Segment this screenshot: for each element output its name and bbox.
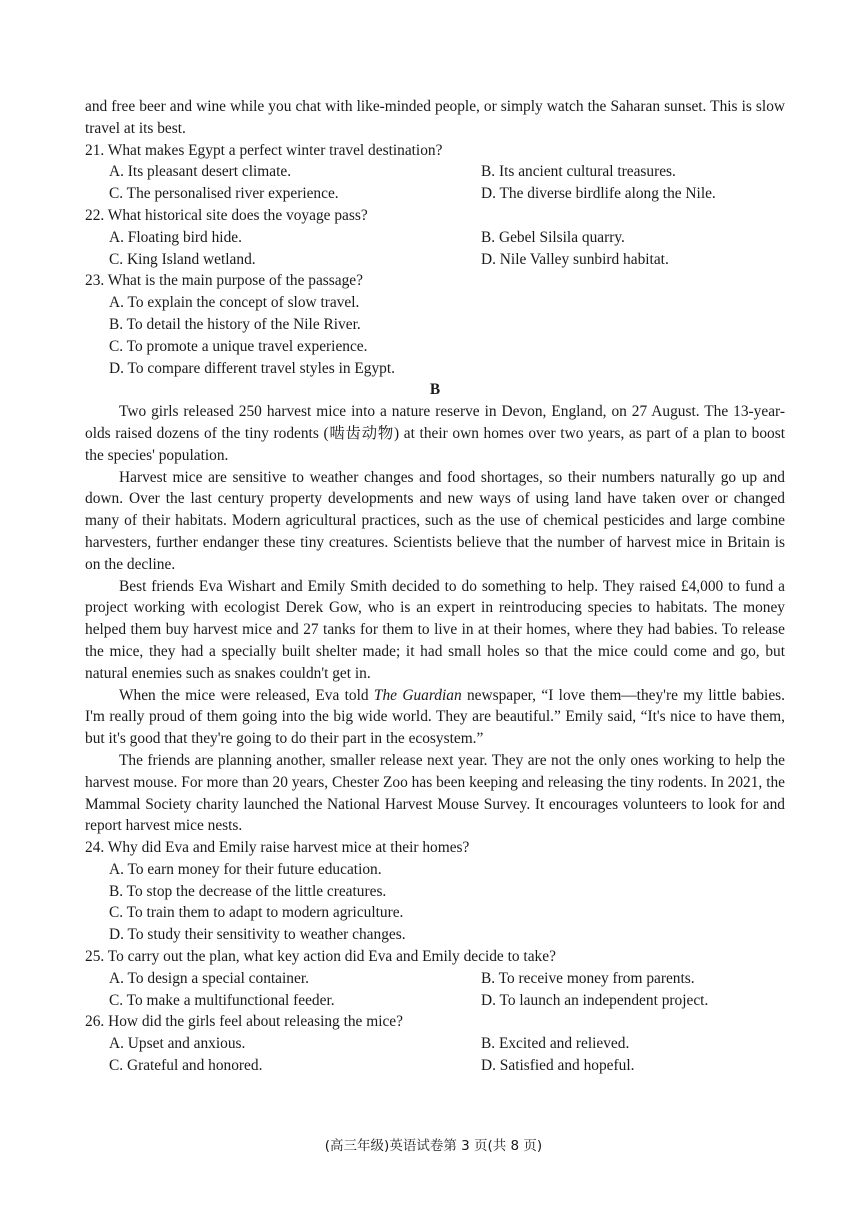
option-b: B. Its ancient cultural treasures. (481, 163, 676, 181)
option-c: C. To promote a unique travel experience. (109, 337, 368, 355)
option-c: C. The personalised river experience. (109, 185, 339, 203)
option-d: D. To launch an independent project. (481, 991, 709, 1009)
question-stem: 23. What is the main purpose of the passage? (85, 272, 363, 290)
paragraph-text: newspaper, “I love them—they're my little babies. I'm really proud of them going into the big wide world. They are beautiful.” Emily said, “It's nice to have them, but it's good that they're going to do their part in the ecosystem.” (85, 686, 785, 748)
question-25 (85, 946, 785, 1011)
question-21 (85, 140, 785, 205)
page-footer: (高三年级)英语试卷第 3 页(共 8 页) (324, 1138, 543, 1154)
passage-b-paragraph-2: Harvest mice are sensitive to weather changes and food shortages, so their numbers naturally go up and down. Over the last century property developments and new ways of using land have taken over or changed many of their habitats. Modern agricultural practices, such as the use of chemical pesticides and large combine harvesters, further endanger these tiny creatures. Scientists believe that the number of harvest mice in Britain is on the decline. (85, 468, 785, 573)
passage-b-paragraph-3: Best friends Eva Wishart and Emily Smith decided to do something to help. They raised £4,000 to fund a project working with ecologist Derek Gow, who is an expert in reintroducing species to habitats. The money helped them buy harvest mice and 27 tanks for them to live in at their homes, where they had babies. To release the mice, they had a specially built shelter made; it had small holes so that the mice could come and go, but natural enemies such as snakes couldn't get in. (85, 577, 785, 682)
question-23 (85, 270, 785, 379)
newspaper-name: The Guardian (373, 686, 462, 704)
question-22 (85, 205, 785, 270)
passage-a-ending: and free beer and wine while you chat with like-minded people, or simply watch the Saharan sunset. This is slow travel at its best. (85, 98, 785, 137)
option-a: A. Upset and anxious. (109, 1035, 246, 1053)
option-c: C. To train them to adapt to modern agriculture. (109, 904, 404, 922)
option-c: C. King Island wetland. (109, 250, 256, 268)
option-d: D. Satisfied and hopeful. (481, 1057, 635, 1075)
option-a: A. To design a special container. (109, 969, 309, 987)
option-b: B. To detail the history of the Nile River. (109, 315, 361, 333)
question-stem: 22. What historical site does the voyage pass? (85, 206, 368, 224)
option-b: B. Excited and relieved. (481, 1035, 630, 1053)
option-c: C. To make a multifunctional feeder. (109, 991, 335, 1009)
question-stem: 26. How did the girls feel about releasing the mice? (85, 1013, 403, 1031)
option-b: B. Gebel Silsila quarry. (481, 228, 625, 246)
option-d: D. To compare different travel styles in Egypt. (109, 359, 395, 377)
option-a: A. Its pleasant desert climate. (109, 163, 292, 181)
page-content (85, 96, 785, 1077)
question-26 (85, 1011, 785, 1076)
option-a: A. Floating bird hide. (109, 228, 242, 246)
option-a: A. To explain the concept of slow travel. (109, 294, 360, 312)
question-stem: 24. Why did Eva and Emily raise harvest mice at their homes? (85, 839, 470, 857)
passage-b-paragraph-4 (85, 685, 785, 750)
question-24 (85, 837, 785, 946)
paragraph-text: When the mice were released, Eva told (119, 686, 374, 704)
option-b: B. To receive money from parents. (481, 969, 695, 987)
option-d: D. Nile Valley sunbird habitat. (481, 250, 669, 268)
option-a: A. To earn money for their future education. (109, 860, 382, 878)
option-d: D. To study their sensitivity to weather changes. (109, 926, 406, 944)
option-b: B. To stop the decrease of the little creatures. (109, 882, 387, 900)
question-stem: 25. To carry out the plan, what key action did Eva and Emily decide to take? (85, 948, 556, 966)
section-b-heading: B (429, 381, 441, 399)
option-d: D. The diverse birdlife along the Nile. (481, 185, 716, 203)
passage-b-paragraph-5: The friends are planning another, smaller release next year. They are not the only ones working to help the harvest mouse. For more than 20 years, Chester Zoo has been keeping and releasing the tiny rodents. In 2021, the Mammal Society charity launched the National Harvest Mouse Survey. It encourages volunteers to look for and report harvest mice nests. (85, 751, 785, 835)
passage-b-paragraph-1: Two girls released 250 harvest mice into a nature reserve in Devon, England, on 27 August. The 13-year-olds raised dozens of the tiny rodents (啮齿动物) at their own homes over two years, as part of a plan to boost the species' population. (85, 403, 785, 464)
question-stem: 21. What makes Egypt a perfect winter travel destination? (85, 141, 443, 159)
option-c: C. Grateful and honored. (109, 1057, 263, 1075)
